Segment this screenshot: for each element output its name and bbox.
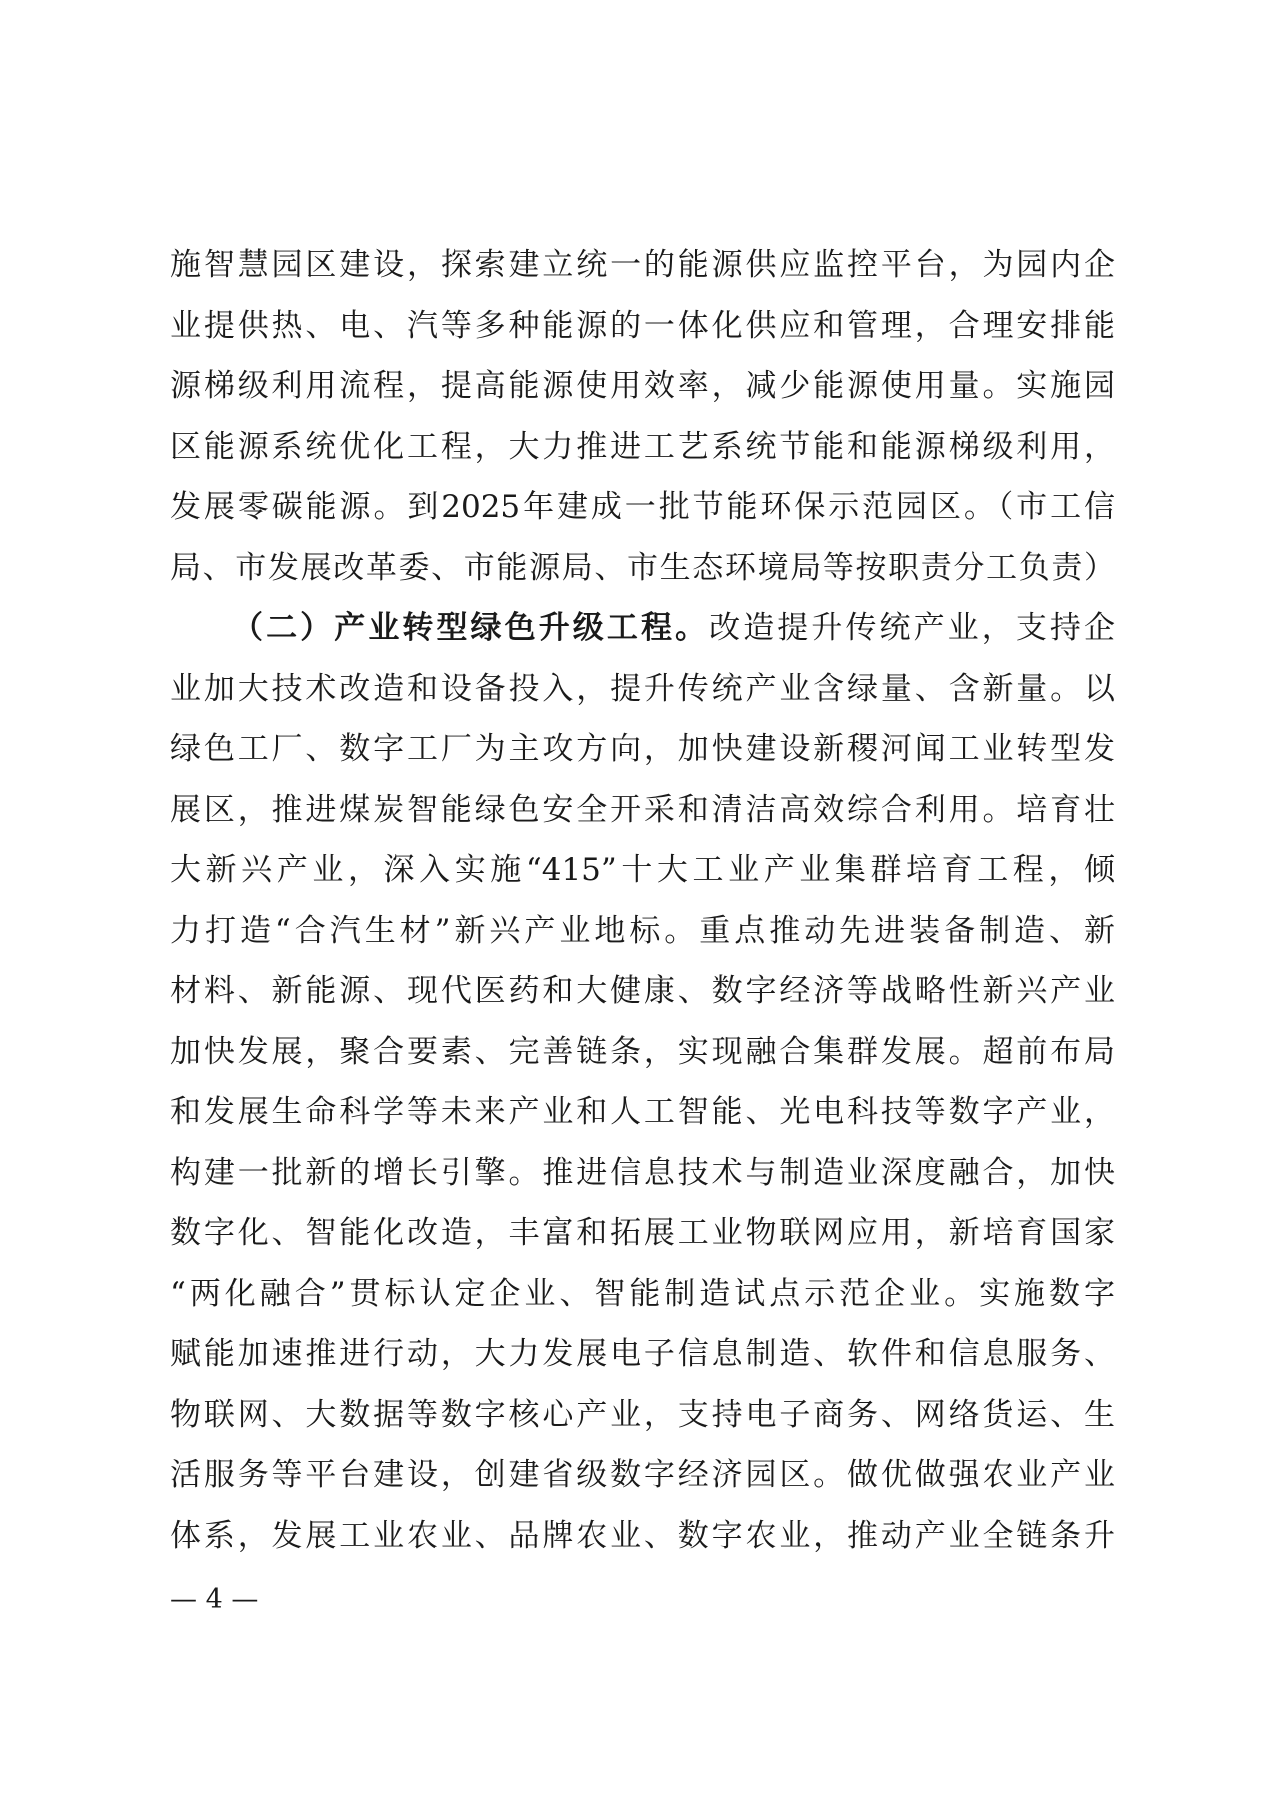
text-line: 力打造“合汽生材”新兴产业地标。重点推动先进装备制造、新 <box>170 912 1115 949</box>
text-line: 源梯级利用流程，提高能源使用效率，减少能源使用量。实施园 <box>170 368 1115 404</box>
section-heading: （二）产业转型绿色升级工程。 <box>232 610 710 646</box>
text-line: 材料、新能源、现代医药和大健康、数字经济等战略性新兴产业 <box>170 973 1115 1009</box>
text-line: 物联网、大数据等数字核心产业，支持电子商务、网络货运、生 <box>170 1396 1115 1433</box>
text-line: 活服务等平台建设，创建省级数字经济园区。做优做强农业产业 <box>170 1457 1115 1493</box>
text-line: 展区，推进煤炭智能绿色安全开采和清洁高效综合利用。培育壮 <box>170 791 1115 828</box>
text-line: 赋能加速推进行动，大力发展电子信息制造、软件和信息服务、 <box>170 1336 1115 1372</box>
text-line: 加快发展，聚合要素、完善链条，实现融合集群发展。超前布局 <box>170 1033 1115 1070</box>
text-fragment: 改造提升传统产业，支持企 <box>709 610 1116 646</box>
text-line: 构建一批新的增长引擎。推进信息技术与制造业深度融合，加快 <box>170 1154 1115 1191</box>
text-line: 业提供热、电、汽等多种能源的一体化供应和管理，合理安排能 <box>170 307 1115 344</box>
section-first-line <box>170 598 1115 659</box>
text-line: 业加大技术改造和设备投入，提升传统产业含绿量、含新量。以 <box>170 670 1115 707</box>
text-line: 发展零碳能源。到2025年建成一批节能环保示范园区。（市工信 <box>170 489 1115 525</box>
text-line: 施智慧园区建设，探索建立统一的能源供应监控平台，为园内企 <box>170 247 1115 283</box>
text-line: 局、市发展改革委、市能源局、市生态环境局等按职责分工负责） <box>170 549 1115 586</box>
text-line: 区能源系统优化工程，大力推进工艺系统节能和能源梯级利用， <box>170 428 1115 465</box>
text-line: 大新兴产业，深入实施“415”十大工业产业集群培育工程，倾 <box>170 852 1115 888</box>
text-line: 和发展生命科学等未来产业和人工智能、光电科技等数字产业， <box>170 1094 1115 1130</box>
text-line: 绿色工厂、数字工厂为主攻方向，加快建设新稷河闻工业转型发 <box>170 731 1115 767</box>
page-number: — 4 — <box>170 1584 259 1615</box>
text-line: 体系，发展工业农业、品牌农业、数字农业，推动产业全链条升 <box>170 1517 1115 1554</box>
text-line: 数字化、智能化改造，丰富和拓展工业物联网应用，新培育国家 <box>170 1215 1115 1251</box>
body-text <box>170 235 1115 1566</box>
text-line: “两化融合”贯标认定企业、智能制造试点示范企业。实施数字 <box>170 1275 1115 1312</box>
